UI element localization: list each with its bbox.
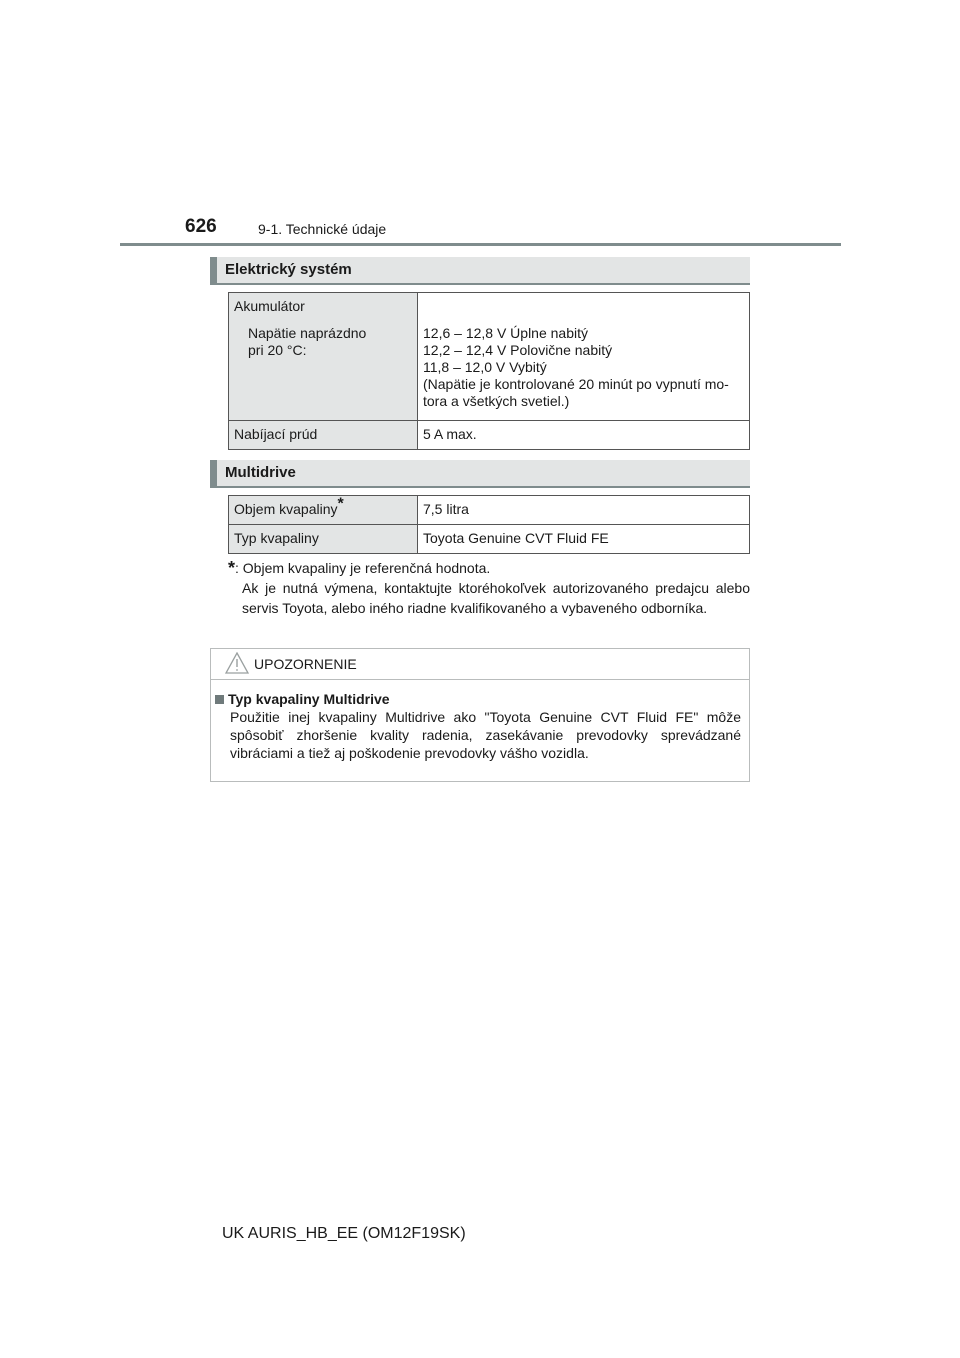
charging-value: 5 A max. [418, 421, 750, 450]
table-row [229, 421, 750, 450]
voltage-value: 12,2 – 12,4 V Polovične nabitý [423, 342, 613, 358]
table-row [229, 293, 750, 421]
voltage-label-line2: pri 20 °C: [248, 342, 307, 358]
caution-title: Typ kvapaliny Multidrive [228, 691, 390, 707]
bullet-square-icon [215, 695, 224, 704]
battery-label-cell [229, 293, 418, 421]
caution-box [210, 648, 750, 782]
page-number: 626 [185, 216, 217, 237]
header-divider [120, 243, 841, 246]
battery-value-cell [418, 293, 750, 421]
voltage-label-line1: Napätie naprázdno [248, 325, 367, 341]
footnote-text: : Objem kvapaliny je referenčná hodnota. [235, 560, 491, 576]
footnote-mark: * [228, 558, 236, 578]
table-row [229, 496, 750, 525]
caution-header [211, 649, 749, 680]
voltage-value: 11,8 – 12,0 V Vybitý [423, 359, 547, 375]
charging-label: Nabíjací prúd [229, 421, 418, 450]
voltage-note: tora a všetkých svetiel.) [423, 393, 570, 409]
capacity-footnote-mark: * [337, 495, 344, 513]
capacity-label: Objem kvapaliny [234, 501, 338, 517]
fluid-type-value: Toyota Genuine CVT Fluid FE [418, 525, 750, 554]
warning-triangle-icon [225, 652, 249, 674]
voltage-value: 12,6 – 12,8 V Úplne nabitý [423, 325, 589, 341]
footnote [228, 558, 750, 618]
battery-label: Akumulátor [234, 298, 305, 314]
caution-title-row [215, 690, 741, 708]
section-title: 9-1. Technické údaje [258, 221, 387, 237]
multidrive-spec-table [228, 495, 750, 554]
table-row [229, 525, 750, 554]
electrical-section-heading: Elektrický systém [210, 257, 750, 285]
fluid-type-label: Typ kvapaliny [229, 525, 418, 554]
voltage-note: (Napätie je kontrolované 20 minút po vypnutí mo- [423, 376, 729, 392]
document-code: UK AURIS_HB_EE (OM12F19SK) [222, 1225, 466, 1242]
caution-heading: UPOZORNENIE [254, 656, 357, 672]
electrical-spec-table [228, 292, 750, 450]
capacity-value: 7,5 litra [418, 496, 750, 525]
caution-body [211, 680, 749, 762]
capacity-label-cell [229, 496, 418, 525]
footnote-continuation: Ak je nutná výmena, kontaktujte ktoréhokoľvek autorizovaného predajcu alebo servis Toyota, alebo iného riadne kvalifikovaného a vybaveného odborníka. [242, 580, 750, 616]
caution-text: Použitie inej kvapaliny Multidrive ako "Toyota Genuine CVT Fluid FE" môže spôsobiť zhoršenie kvality radenia, zasekávanie prevodovky sprevádzané vibráciami a tiež aj poškodenie prevodovky vášho vozidla. [230, 709, 741, 761]
multidrive-section-heading: Multidrive [210, 460, 750, 488]
